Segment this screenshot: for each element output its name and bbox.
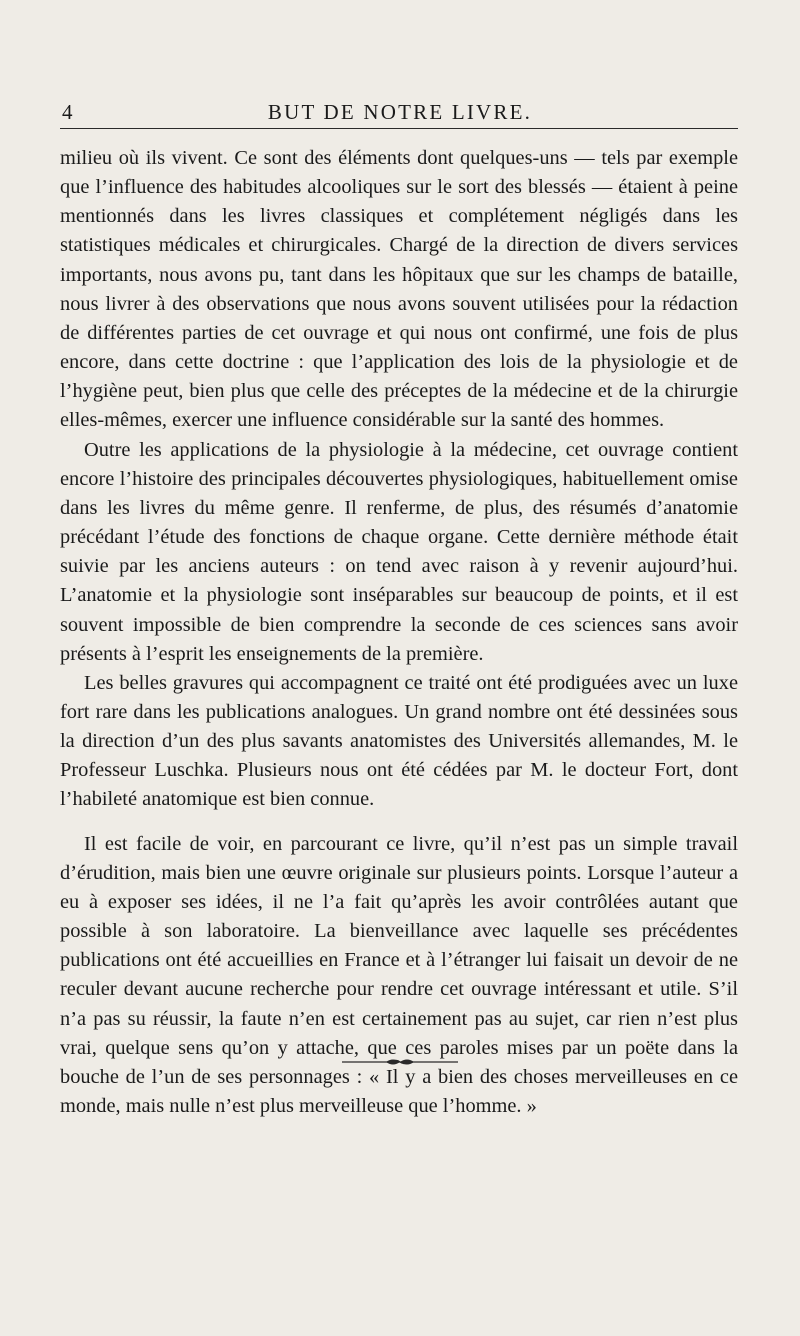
paragraph-3: Les belles gravures qui accompagnent ce traité ont été prodiguées avec un luxe fort rare dans les publications analogues. Un grand nombre ont été dessinées sous la direction d’un des plus savants anatomistes des Universités allemandes, M. le Professeur Luschka. Plusieurs nous ont été cédées par M. le docteur Fort, dont l’habileté anatomique est bien connue. <box>60 671 738 811</box>
running-title: BUT DE NOTRE LIVRE. <box>267 100 533 124</box>
paragraph-4: Il est facile de voir, en parcourant ce livre, qu’il n’est pas un simple travail d’érudition, mais bien une œuvre originale sur plusieurs points. Lorsque l’auteur a eu à exposer ses idées, il ne l’a fait qu’après les avoir contrôlées autant que possible à son laboratoire. La bienveillance avec laquelle ses précédentes publications ont été accueillies en France et à l’étranger lui faisait un devoir de ne reculer devant aucune recherche pour rendre cet ouvrage intéressant et utile. S’il n’a pas su réussir, la faute n’en est certainement pas au sujet, car rien n’est plus vrai, quelque sens qu’on y attache, que ces paroles mises par un poëte dans la bouche de l’un de ses personnages : « Il y a bien des choses merveilleuses en ce monde, mais nulle n’est plus merveilleuse que l’homme. » <box>60 832 738 1117</box>
body-text <box>60 144 738 1121</box>
running-head <box>60 100 740 130</box>
end-ornament <box>342 1057 458 1067</box>
paragraph-1: milieu où ils vivent. Ce sont des éléments dont quelques-uns — tels par exemple que l’influence des habitudes alcooliques sur le sort des blessés — étaient à peine mentionnés dans les livres classiques et complétement négligés dans les statistiques médicales et chirurgicales. Chargé de la direction de divers services importants, nous avons pu, tant dans les hôpitaux que sur les champs de bataille, nous livrer à des observations que nous avons souvent utilisées pour la rédaction de différentes parties de cet ouvrage et qui nous ont confirmé, une fois de plus encore, dans cette doctrine : que l’application des lois de la physiologie et de l’hygiène peut, bien plus que celle des préceptes de la médecine et de la chirurgie elles-mêmes, exercer une influence considérable sur la santé des hommes. <box>60 147 738 432</box>
header-rule <box>60 128 738 129</box>
page-number: 4 <box>62 100 73 124</box>
paragraph-2: Outre les applications de la physiologie à la médecine, cet ouvrage contient encore l’histoire des principales découvertes physiologiques, habituellement omise dans les livres du même genre. Il renferme, de plus, des résumés d’anatomie précédant l’étude des fonctions de chaque organe. Cette dernière méthode était suivie par les anciens auteurs : on tend avec raison à y revenir aujourd’hui. L’anatomie et la physiologie sont inséparables sur beaucoup de points, et il est souvent impossible de bien comprendre la seconde de ces sciences sans avoir présents à l’esprit les enseignements de la première. <box>60 438 738 665</box>
